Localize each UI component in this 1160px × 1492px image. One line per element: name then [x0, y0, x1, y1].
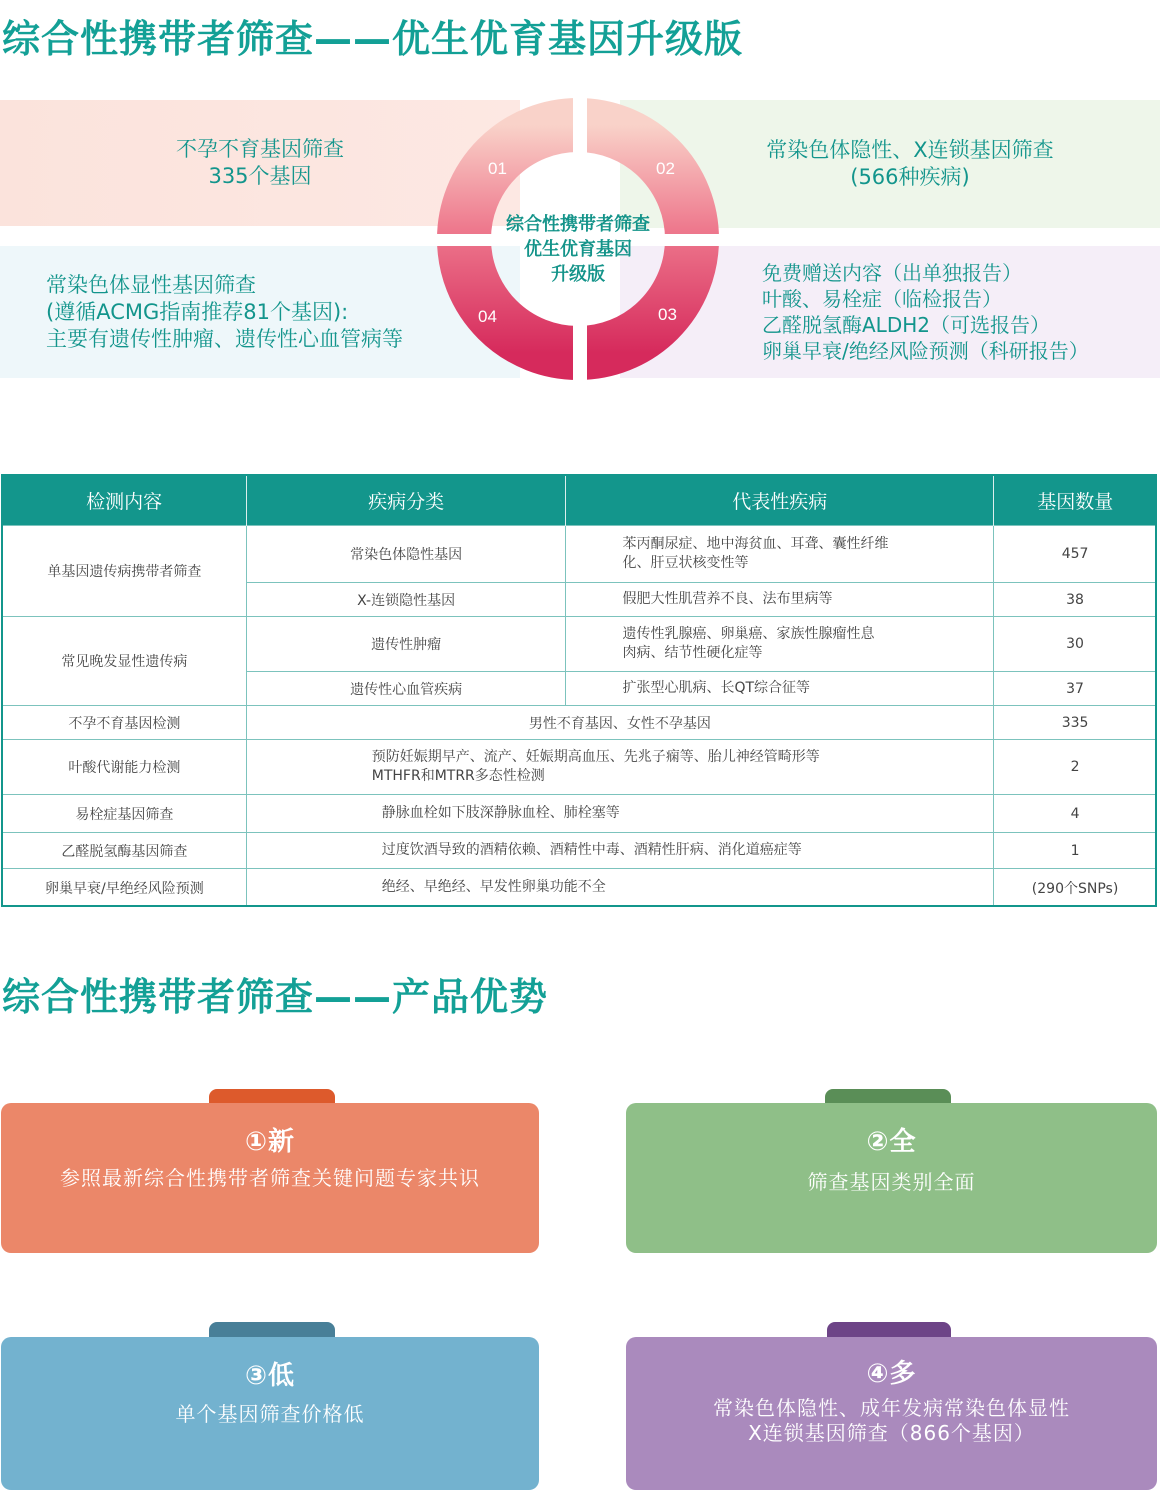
cell-count: 1	[994, 833, 1157, 869]
disease-line: MTHFR和MTRR多态性检测	[371, 768, 545, 784]
column-header: 代表性疾病	[566, 475, 994, 526]
cell-disease: 过度饮酒导致的酒精依赖、酒精性中毒、酒精性肝病、消化道癌症等	[246, 833, 993, 869]
quadrant-line: 不孕不育基因筛查	[176, 137, 344, 161]
quadrant-line: 乙醛脱氢酶ALDH2（可选报告）	[762, 313, 1050, 337]
cell-category: 遗传性心血管疾病	[246, 672, 566, 706]
cell-count: 38	[994, 583, 1157, 617]
card-title: ③低	[244, 1361, 295, 1391]
card-body: 参照最新综合性携带者筛查关键问题专家共识	[60, 1166, 480, 1190]
table-row	[3, 706, 1157, 740]
table-row	[3, 869, 1157, 907]
card-body: 筛查基因类别全面	[807, 1170, 976, 1194]
quadrant-line: 叶酸、易栓症（临检报告）	[762, 287, 1002, 311]
card-title: ②全	[866, 1127, 917, 1157]
column-header: 疾病分类	[246, 475, 566, 526]
advantage-card-new	[1, 1103, 539, 1253]
wheel-center-line: 优生优育基因	[524, 239, 632, 260]
disease-line: 遗传性乳腺癌、卵巢癌、家族性腺瘤性息	[622, 626, 875, 642]
cell-content: 乙醛脱氢酶基因筛查	[3, 833, 247, 869]
quadrant-line: (遵循ACMG指南推荐81个基因):	[46, 299, 349, 324]
cell-content: 叶酸代谢能力检测	[3, 740, 247, 795]
gene-screening-table	[2, 475, 1157, 907]
wheel-number: 03	[658, 305, 677, 324]
advantage-card-low	[1, 1337, 539, 1490]
quadrant-line: 335个基因	[208, 164, 312, 188]
cell-disease	[566, 526, 994, 583]
section-title: 综合性携带者筛查——产品优势	[2, 975, 549, 1019]
quadrant-line: 常染色体显性基因筛查	[46, 272, 256, 297]
cell-disease: 扩张型心肌病、长QT综合征等	[566, 672, 994, 706]
cell-disease	[566, 617, 994, 672]
cell-content: 常见晚发显性遗传病	[3, 617, 247, 706]
quadrant-line: 常染色体隐性、X连锁基因筛查	[766, 138, 1054, 162]
cell-count: 457	[994, 526, 1157, 583]
disease-line: 化、肝豆状核变性等	[622, 555, 749, 571]
disease-line: 肉病、结节性硬化症等	[622, 645, 763, 661]
cell-count: 335	[994, 706, 1157, 740]
table-row	[3, 740, 1157, 795]
advantage-card-complete	[626, 1103, 1157, 1253]
wheel-number: 04	[478, 307, 497, 326]
quadrant-line: 主要有遗传性肿瘤、遗传性心血管病等	[46, 326, 403, 351]
column-header: 基因数量	[994, 475, 1157, 526]
cell-count: 30	[994, 617, 1157, 672]
card-body	[626, 1396, 1157, 1446]
disease-line: 预防妊娠期早产、流产、妊娠期高血压、先兆子痫等、胎儿神经管畸形等	[371, 749, 820, 765]
card-body-line: X连锁基因筛查（866个基因）	[748, 1421, 1035, 1445]
wheel-center-label	[478, 212, 678, 287]
cell-disease: 男性不育基因、女性不孕基因	[246, 706, 993, 740]
wheel-center-line: 升级版	[551, 264, 605, 285]
disease-line: 苯丙酮尿症、地中海贫血、耳聋、囊性纤维	[622, 536, 889, 552]
quadrant-line: (566种疾病)	[850, 165, 970, 189]
table-row	[3, 795, 1157, 833]
cell-disease	[246, 740, 993, 795]
card-body: 单个基因筛查价格低	[175, 1402, 365, 1426]
cell-content: 不孕不育基因检测	[3, 706, 247, 740]
cell-content: 单基因遗传病携带者筛查	[3, 526, 247, 617]
cell-count: 2	[994, 740, 1157, 795]
wheel-number: 02	[656, 159, 675, 178]
cell-content: 易栓症基因筛查	[3, 795, 247, 833]
wheel-center-line: 综合性携带者筛查	[506, 214, 650, 235]
table-row	[3, 833, 1157, 869]
cell-disease: 绝经、早绝经、早发性卵巢功能不全	[246, 869, 993, 907]
cell-content: 卵巢早衰/早绝经风险预测	[3, 869, 247, 907]
quadrant-line: 卵巢早衰/绝经风险预测（科研报告）	[762, 339, 1089, 363]
column-header: 检测内容	[3, 475, 247, 526]
cell-category: X-连锁隐性基因	[246, 583, 566, 617]
card-title: ①新	[244, 1127, 295, 1157]
table-header-row	[3, 475, 1157, 526]
cell-category: 常染色体隐性基因	[246, 526, 566, 583]
card-title: ④多	[866, 1359, 917, 1389]
cell-count: (290个SNPs)	[994, 869, 1157, 907]
table-row	[3, 526, 1157, 583]
quadrant-line: 免费赠送内容（出单独报告）	[762, 261, 1022, 285]
cell-count: 37	[994, 672, 1157, 706]
cell-category: 遗传性肿瘤	[246, 617, 566, 672]
cell-count: 4	[994, 795, 1157, 833]
advantage-card-many	[626, 1337, 1157, 1490]
wheel-number: 01	[488, 159, 507, 178]
cell-disease: 静脉血栓如下肢深静脉血栓、肺栓塞等	[246, 795, 993, 833]
card-body-line: 常染色体隐性、成年发病常染色体显性	[713, 1396, 1070, 1420]
table-row	[3, 617, 1157, 672]
page-title: 综合性携带者筛查——优生优育基因升级版	[2, 17, 744, 61]
cell-disease: 假肥大性肌营养不良、法布里病等	[566, 583, 994, 617]
